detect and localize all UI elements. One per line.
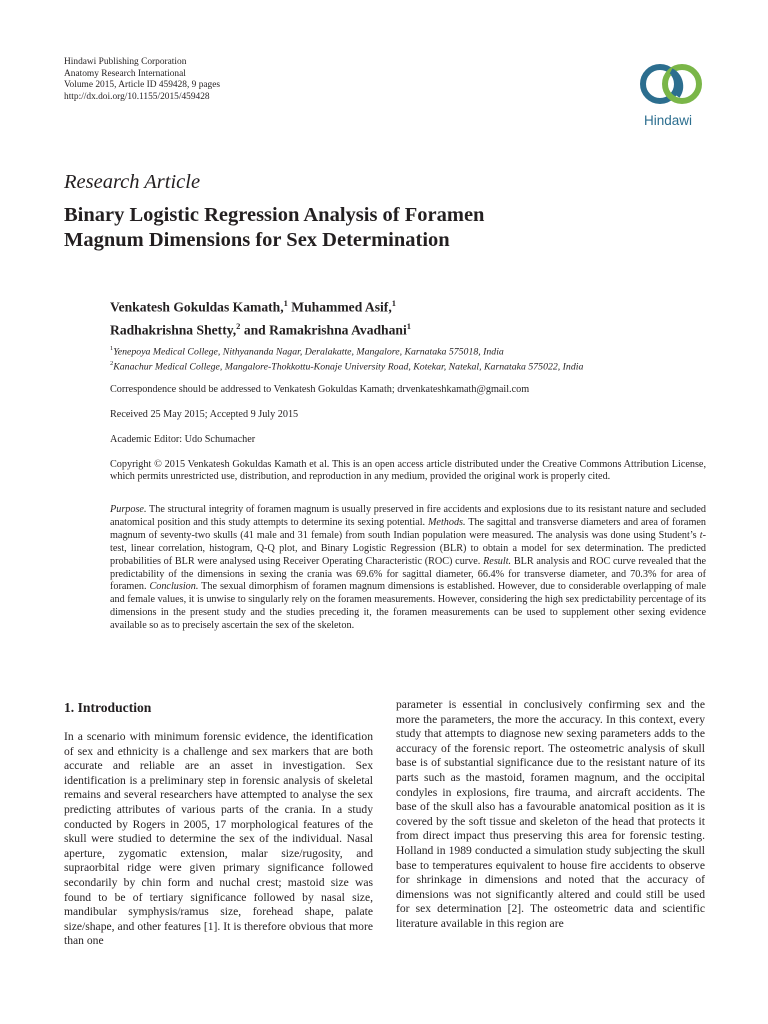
abstract-t-symbol: t — [699, 529, 703, 541]
abstract-conclusion-label: Conclusion. — [149, 581, 199, 593]
article-title — [64, 203, 684, 253]
author-affiliation-mark: 1 — [283, 298, 288, 308]
article-type: Research Article — [64, 171, 201, 193]
correspondence: Correspondence should be addressed to Venkatesh Gokuldas Kamath; drvenkateshkamath@gmail.com — [110, 384, 530, 395]
publisher-name: Hindawi Publishing Corporation — [64, 57, 187, 67]
author-affiliation-mark: 1 — [391, 298, 396, 308]
journal-header — [64, 57, 220, 103]
author-name: Radhakrishna Shetty, — [110, 322, 237, 338]
body-column-left: In a scenario with minimum forensic evidence, the identification of sex and ethnicity is a challenge and sex markers that are both accurate and reliable are an asset in investigation. Sex identification is a preliminary step in forensic analysis of skeletal remains and several researchers have attempted to analyse the sex predicting attributes of various parts of the crania. In a study conducted by Rogers in 2005, 17 morphological features of the skull were studied to determine the sex of the individual. Nasal aperture, zygomatic extension, malar size/rugosity, and supraorbital ridge were given primary significance followed secondarily by chin form and nuchal crest; mastoid size was found to be of tertiary significance followed by nasal size, mandibular symphysis/ramus size, forehead shape, palate size/shape, and other features [1]. It is therefore obvious that more than one — [64, 730, 373, 948]
journal-name: Anatomy Research International — [64, 68, 186, 79]
body-column-right: parameter is essential in conclusively confirming sex and the more the parameters, the more the accuracy. In this context, every study that attempts to diagnose new sexing parameters adds to the accuracy of the forensic report. The osteometric analysis of skull base is of substantial significance due to the resistant nature of its parts such as the mastoid, foramen magnum, and the occipital condyles in explosions, fire trauma, and aircraft accidents. The base of the skull also has a favourable anatomical position as it is covered by the soft tissue and skeleton of the head that protects it from direct impact thus preserving this area for forensic testing. Holland in 1989 conducted a simulation study subjecting the skull base to temperatures equivalent to house fire accidents to observe for shrinkage in dimensions and noted that the accuracy of dimensions was not significantly altered and could still be used for sex determination [2]. The osteometric data and scientific literature available in this region are — [396, 698, 705, 930]
copyright-notice: Copyright © 2015 Venkatesh Gokuldas Kamath et al. This is an open access article distributed under the Creative Commons Attribution License, which permits unrestricted use, distribution, and reproduction in any medium, provided the original work is properly cited. — [110, 459, 706, 483]
doi-link[interactable]: http://dx.doi.org/10.1155/2015/459428 — [64, 91, 210, 102]
author-affiliation-mark: 1 — [406, 320, 412, 331]
affiliation-2: $^2$Kanachur Medical College, Mangalore-Thokkottu-Konaje University Road, Kotekar, Natekal, Karnataka 575022, India — [110, 360, 584, 373]
abstract-conclusion: The sexual dimorphism of foramen magnum dimensions is established. However, due to considerable overlapping of male and female values, it is unwise to singularly rely on the foramen measurements. However, considering the high sex predictability percentage of its dimensions in the present study and the studies preceding it, the foramen measurements can be used to supplement other sexing evidence available so as to precisely ascertain the sex of the skeleton. — [110, 581, 706, 632]
hindawi-logo-icon — [631, 56, 711, 112]
abstract-methods: The sagittal and transverse diameters and area of foramen magnum of seventy-two skulls (41 male and 31 female) from south Indian population were measured. The analysis was done using Student’s — [110, 516, 706, 541]
title-line-1: Binary Logistic Regression Analysis of Foramen — [64, 204, 485, 226]
abstract-result: BLR analysis and ROC curve revealed that the predictability of the dimensions in sexing the crania was 69.6% for sagittal diameter, 66.4% for transverse diameter, and 70.3% for area of foramen. — [110, 555, 706, 593]
author-name: Muhammed Asif, — [287, 299, 392, 315]
title-line-2: Magnum Dimensions for Sex Determination — [64, 229, 450, 251]
author-affiliation-mark: 2 — [236, 320, 241, 331]
section-heading: 1. Introduction — [64, 700, 152, 715]
abstract-purpose: The structural integrity of foramen magnum is usually preserved in fire accidents and explosions due to its resistant nature and secluded anatomical position and this study attempts to determine its sexing potential. — [110, 504, 706, 528]
hindawi-logo-text: Hindawi — [643, 113, 693, 128]
volume-info: Volume 2015, Article ID 459428, 9 pages — [64, 80, 221, 91]
author-list — [110, 294, 670, 339]
affiliation-1: $^1$Yenepoya Medical College, Nithyananda Nagar, Deralakatte, Mangalore, Karnataka 575018, India — [110, 345, 504, 358]
abstract — [110, 504, 706, 633]
academic-editor: Academic Editor: Udo Schumacher — [110, 434, 256, 445]
abstract-result-label: Result. — [483, 555, 512, 567]
abstract-methods-cont: -test, linear correlation, histogram, Q-Q plot, and Binary Logistic Regression (BLR) to obtain a model for sex determination. The predicted probabilities of BLR were analysed using Receiver Operating Characteristic (ROC) curve. — [110, 529, 706, 567]
author-name: and Ramakrishna Avadhani — [240, 322, 407, 338]
abstract-purpose-label: Purpose. — [110, 504, 147, 515]
abstract-methods-label: Methods. — [427, 516, 466, 528]
received-dates: Received 25 May 2015; Accepted 9 July 2015 — [110, 409, 299, 420]
author-name: Venkatesh Gokuldas Kamath, — [110, 299, 284, 315]
